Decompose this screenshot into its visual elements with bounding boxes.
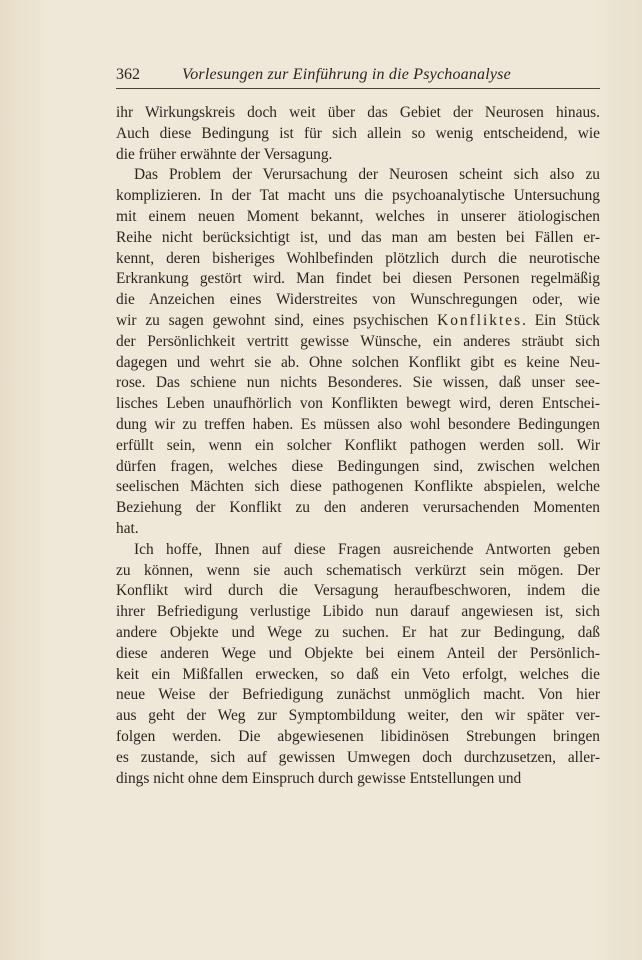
text-line: ihrer Befriedigung verlustige Libido nun darauf angewiesen ist, sich (116, 603, 600, 621)
text-line: mit einem neuen Moment bekannt, welches in unserer ätiologischen (116, 207, 600, 225)
paragraph (116, 165, 600, 539)
text-line: dagegen und wehrt sie ab. Ohne solchen Konflikt gibt es keine Neu- (116, 353, 600, 371)
text-line: Ich hoffe, Ihnen auf diese Fragen ausreichende Antworten geben (134, 540, 600, 558)
text-line: Erkrankung gestört wird. Man findet bei diesen Personen regelmäßig (116, 270, 600, 288)
text-line: dings nicht ohne dem Einspruch durch gewisse Entstellungen und (116, 769, 522, 787)
text-line: rose. Das schiene nun nichts Besonderes. Sie wissen, daß unser see- (116, 374, 600, 392)
text-line: diese anderen Wege und Objekte bei einem Anteil der Persönlich- (116, 644, 600, 662)
text-line: folgen werden. Die abgewiesenen libidinösen Strebungen bringen (116, 727, 600, 745)
text-line: andere Objekte und Wege zu suchen. Er hat zur Bedingung, daß (116, 623, 600, 641)
running-title: Vorlesungen zur Einführung in die Psychoanalyse (182, 66, 511, 83)
text-line: Beziehung der Konflikt zu den anderen verursachenden Momenten (116, 499, 600, 517)
text-line: keit ein Mißfallen erwecken, so daß ein Veto erfolgt, welches die (116, 665, 600, 683)
text-line: dürfen fragen, welches diese Bedingungen sind, zwischen welchen (116, 457, 600, 475)
text-line: Reihe nicht berücksichtigt ist, und das man am besten bei Fällen er- (116, 228, 600, 246)
text-line: Das Problem der Verursachung der Neurosen scheint sich also zu (134, 166, 600, 184)
text-line: die früher erwähnte der Versagung. (116, 145, 333, 163)
text-line: der Persönlichkeit vertritt gewisse Wünsche, ein anderes sträubt sich (116, 332, 600, 350)
page-header (116, 62, 600, 89)
body-text (116, 103, 600, 789)
text-line: wir zu sagen gewohnt sind, eines psychischen Konfliktes. Ein Stück (116, 311, 600, 329)
text-line: es zustande, sich auf gewissen Umwegen doch durchzusetzen, aller- (116, 748, 600, 766)
text-line: hat. (116, 519, 139, 537)
text-line: kennt, deren bisheriges Wohlbefinden plötzlich durch die neurotische (116, 249, 600, 267)
text-line: seelischen Mächten sich diese pathogenen Konflikte abspielen, welche (116, 478, 600, 496)
text-line: neue Weise der Befriedigung zunächst unmöglich macht. Von hier (116, 686, 600, 704)
page-number: 362 (116, 66, 140, 83)
text-line: Auch diese Bedingung ist für sich allein so wenig entscheidend, wie (116, 124, 600, 142)
text-line: komplizieren. In der Tat macht uns die psychoanalytische Untersuchung (116, 187, 600, 205)
text-line: ihr Wirkungskreis doch weit über das Gebiet der Neurosen hinaus. (116, 104, 600, 121)
text-line: zu können, wenn sie auch schematisch verkürzt sein mögen. Der (116, 561, 600, 579)
paragraph (116, 540, 600, 790)
text-line: dung wir zu treffen haben. Es müssen also wohl besondere Bedingungen (116, 415, 600, 433)
text-line: aus geht der Weg zur Symptombildung weiter, den wir später ver- (116, 707, 600, 725)
text-line: lisches Leben unaufhörlich von Konflikten bewegt wird, deren Entschei- (116, 395, 600, 413)
paragraph (116, 103, 600, 165)
text-line: erfüllt sein, wenn ein solcher Konflikt pathogen werden soll. Wir (116, 436, 600, 454)
text-line: Konflikt wird durch die Versagung heraufbeschworen, indem die (116, 582, 600, 600)
text-line: die Anzeichen eines Widerstreites von Wunschregungen oder, wie (116, 291, 600, 309)
